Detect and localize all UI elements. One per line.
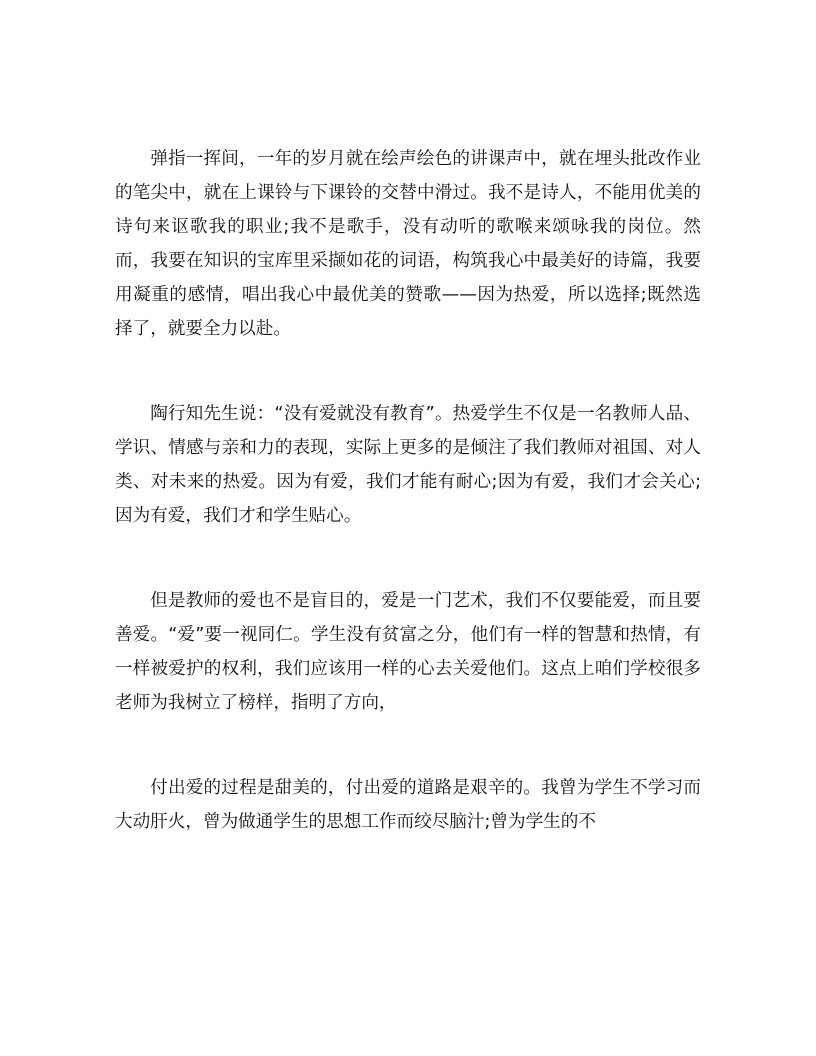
paragraph-3: 但是教师的爱也不是盲目的，爱是一门艺术，我们不仅要能爱，而且要善爱。“爱”要一视同仁。学生没有贫富之分，他们有一样的智慧和热情，有一样被爱护的权利，我们应该用一样的心去关爱他们。这点上咱们学校很多老师为我树立了榜样，指明了方向， (115, 591, 701, 713)
paragraph-1: 弹指一挥间，一年的岁月就在绘声绘色的讲课声中，就在埋头批改作业的笔尖中，就在上课铃与下课铃的交替中滑过。我不是诗人，不能用优美的诗句来讴歌我的职业;我不是歌手，没有动听的歌喉来颂咏我的岗位。然而，我要在知识的宝库里采撷如花的词语，构筑我心中最美好的诗篇，我要用凝重的感情，唱出我心中最优美的赞歌——因为热爱，所以选择;既然选择了，就要全力以赴。 (115, 149, 701, 339)
document-body (115, 142, 701, 839)
paragraph-2: 陶行知先生说：“没有爱就没有教育”。热爱学生不仅是一名教师人品、学识、情感与亲和力的表现，实际上更多的是倾注了我们教师对祖国、对人类、对未来的热爱。因为有爱，我们才能有耐心;因为有爱，我们才会关心;因为有爱，我们才和学生贴心。 (115, 404, 701, 526)
paragraph-4: 付出爱的过程是甜美的，付出爱的道路是艰辛的。我曾为学生不学习而大动肝火，曾为做通学生的思想工作而绞尽脑汁;曾为学生的不 (115, 778, 701, 832)
